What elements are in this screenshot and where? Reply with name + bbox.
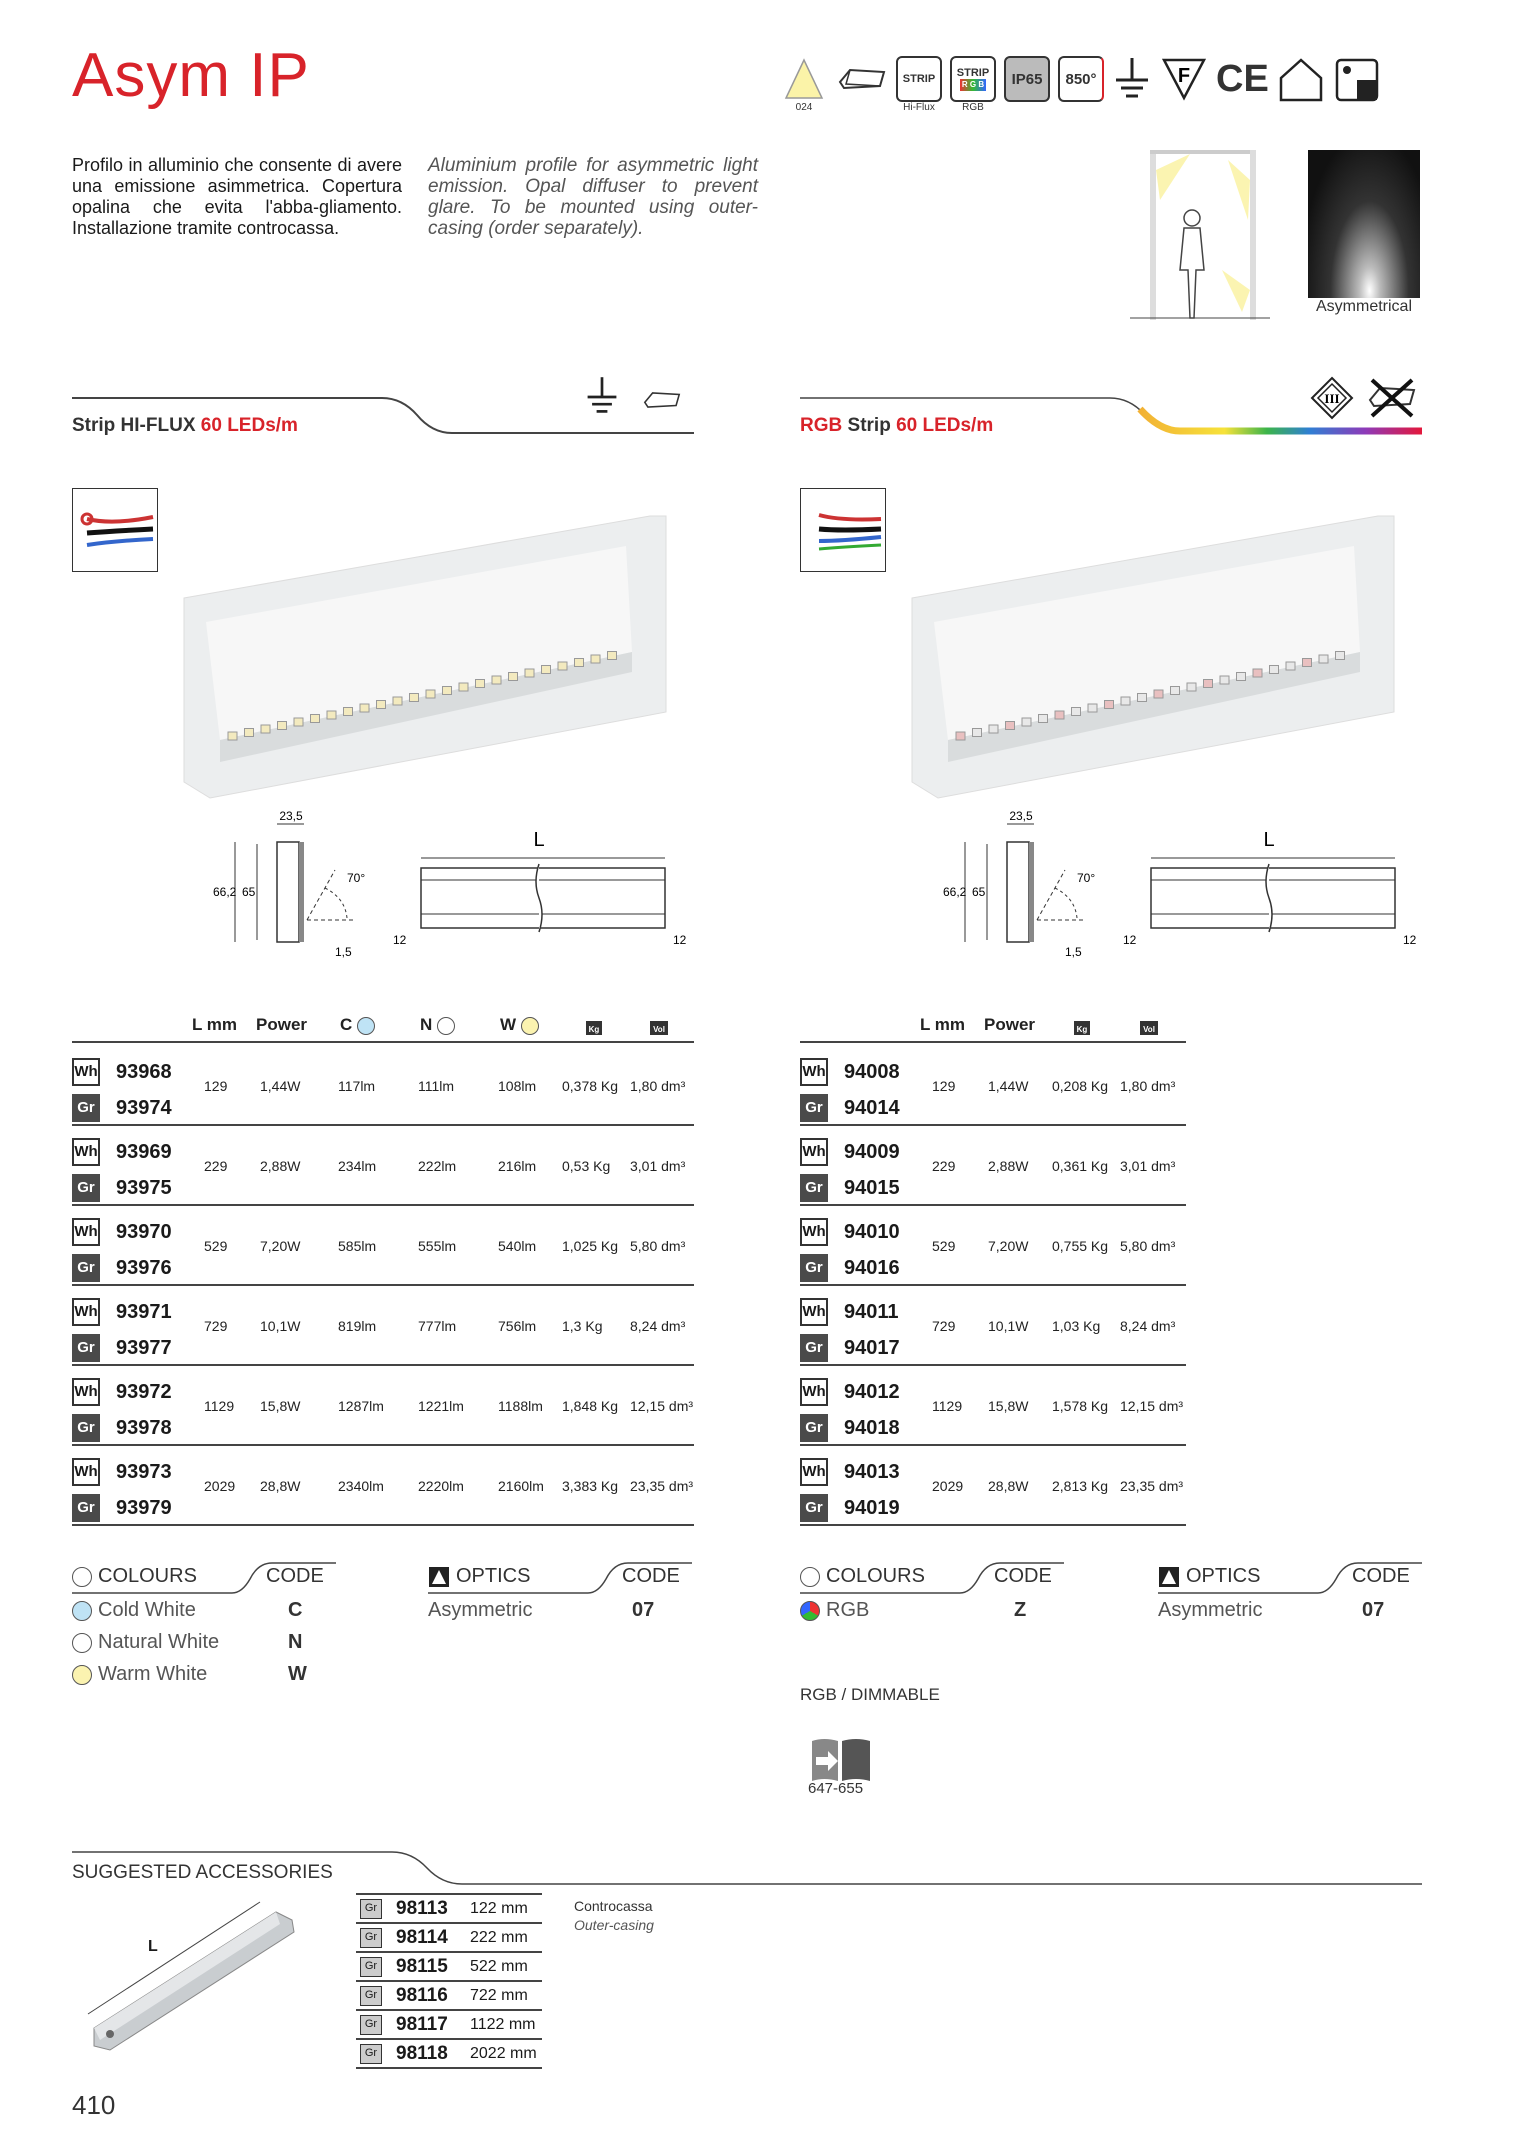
cell-p: 2,88W [988,1158,1029,1174]
cell-w: 216lm [498,1158,537,1174]
table-row [72,1046,694,1126]
grey-finish-badge: Gr [800,1094,828,1122]
cell-n: 555lm [418,1238,457,1254]
cell-w: 756lm [498,1318,537,1334]
white-product-code: 94013 [844,1460,900,1483]
grey-finish-badge: Gr [800,1174,828,1202]
svg-text:L: L [533,829,545,851]
accessories-title: SUGGESTED ACCESSORIES [72,1862,333,1883]
cell-vol: 1,80 dm³ [630,1078,686,1094]
colour-code: C [288,1599,303,1621]
cell-l: 229 [932,1158,956,1174]
svg-text:23,5: 23,5 [279,810,303,823]
cell-p: 10,1W [988,1318,1029,1334]
volume-icon [1138,1017,1162,1042]
white-product-code: 93968 [116,1060,172,1083]
cell-p: 1,44W [988,1078,1029,1094]
white-finish-badge: Wh [800,1058,828,1086]
optics-name-left: Asymmetric [428,1599,533,1621]
cell-vol: 3,01 dm³ [1120,1158,1176,1174]
optics-code-heading-left: CODE [622,1565,680,1587]
colour-code: W [288,1663,307,1685]
cell-l: 129 [932,1078,956,1094]
left-table-header: L mm Power C N W Kg Vol [72,1015,694,1043]
accessory-length: 522 mm [470,1957,528,1975]
white-finish-badge: Wh [800,1298,828,1326]
grey-finish-badge: Gr [360,1928,382,1948]
grey-product-code: 93978 [116,1416,172,1439]
no-driver-icon [1366,378,1418,423]
grey-finish-badge: Gr [360,1986,382,2006]
cell-n: 2220lm [418,1478,464,1494]
cell-c: 2340lm [338,1478,384,1494]
house-icon [1277,56,1325,104]
cell-l: 229 [204,1158,228,1174]
colour-code: N [288,1631,303,1653]
grey-product-code: 94016 [844,1256,900,1279]
class-three-icon [1310,376,1354,425]
svg-text:65: 65 [242,885,256,899]
white-finish-badge: Wh [72,1458,100,1486]
svg-text:66,2: 66,2 [943,885,967,899]
cell-kg: 3,383 Kg [562,1478,619,1494]
white-product-code: 94008 [844,1060,900,1083]
lamp-icon-label: 024 [795,102,813,113]
cell-kg: 1,025 Kg [562,1238,619,1254]
accessory-length: 1122 mm [470,2015,536,2033]
cell-vol: 8,24 dm³ [1120,1318,1176,1334]
grey-finish-badge: Gr [72,1094,100,1122]
cell-c: 234lm [338,1158,377,1174]
svg-text:65: 65 [972,885,986,899]
cell-w: 540lm [498,1238,537,1254]
svg-text:12: 12 [1403,933,1417,947]
ground-icon-left [584,375,620,424]
weight-icon [584,1017,604,1042]
svg-text:12: 12 [393,933,407,947]
accessories-table [356,1893,542,2069]
natural-white-column: N [420,1015,461,1035]
cell-w: 2160lm [498,1478,544,1494]
cell-kg: 0,361 Kg [1052,1158,1109,1174]
white-product-code: 94009 [844,1140,900,1163]
grey-product-code: 94019 [844,1496,900,1519]
cell-c: 117lm [338,1078,376,1094]
svg-text:F: F [1177,65,1191,87]
colour-row [72,1631,219,1654]
optics-code-left: 07 [632,1599,655,1621]
colours-heading-left: COLOURS [72,1565,197,1588]
optics-code-heading-right: CODE [1352,1565,1410,1587]
table-row [800,1366,1186,1446]
grey-product-code: 93979 [116,1496,172,1519]
svg-text:23,5: 23,5 [1009,810,1033,823]
grey-product-code: 93977 [116,1336,172,1359]
cell-c: 585lm [338,1238,377,1254]
cell-vol: 1,80 dm³ [1120,1078,1176,1094]
cell-kg: 0,208 Kg [1052,1078,1109,1094]
grey-product-code: 93976 [116,1256,172,1279]
feature-icons [780,56,1381,116]
svg-text:70°: 70° [1077,871,1096,885]
grey-finish-badge: Gr [360,1957,382,1977]
table-row [72,1446,694,1526]
white-product-code: 93969 [116,1140,172,1163]
svg-text:Kg: Kg [1076,1025,1088,1034]
grey-finish-badge: Gr [72,1254,100,1282]
optics-icon [428,1566,450,1588]
grey-finish-badge: Gr [72,1494,100,1522]
accessories-underline [72,1850,1422,1890]
accessory-code: 98117 [396,2013,448,2035]
accessory-row [356,1982,542,2011]
white-product-code: 94012 [844,1380,900,1403]
cell-vol: 5,80 dm³ [1120,1238,1176,1254]
grey-finish-badge: Gr [800,1334,828,1362]
cell-kg: 1,848 Kg [562,1398,619,1414]
driver-icon [836,56,888,102]
strip-hiflux-icon: STRIP Hi-Flux [896,56,942,113]
optics-icon [1158,1566,1180,1588]
description-italian: Profilo in alluminio che consente di avere una emissione asimmetrica. Copertura opalina che evita l'abba-gliamento. Installazione tramite controcassa. [72,155,402,238]
svg-text:1,5: 1,5 [1065,945,1082,959]
cell-l: 1129 [932,1398,963,1414]
grey-product-code: 94018 [844,1416,900,1439]
cell-kg: 1,3 Kg [562,1318,603,1334]
grey-finish-badge: Gr [360,2015,382,2035]
white-finish-badge: Wh [72,1378,100,1406]
colour-row [72,1599,196,1622]
optics-name-right: Asymmetric [1158,1599,1263,1621]
cold-white-column: C [340,1015,381,1035]
colours-code-heading-left: CODE [266,1565,324,1587]
grey-product-code: 94017 [844,1336,900,1359]
white-finish-badge: Wh [800,1138,828,1166]
warm-white-swatch-icon [521,1017,539,1035]
cell-w: 108lm [498,1078,537,1094]
cell-vol: 12,15 dm³ [630,1398,694,1414]
cell-l: 2029 [932,1478,964,1494]
svg-text:III: III [1324,391,1340,406]
table-row [72,1366,694,1446]
cell-vol: 23,35 dm³ [630,1478,694,1494]
accessory-row [356,1895,542,1924]
ground-icon [1112,56,1152,104]
white-finish-badge: Wh [800,1378,828,1406]
grey-finish-badge: Gr [360,2044,382,2064]
ce-mark-icon: CE [1216,58,1269,100]
colour-swatch-icon [72,1601,92,1621]
strip-rgb-icon: STRIP R G B RGB [950,56,996,113]
cell-l: 1129 [204,1398,235,1414]
table-row [800,1206,1186,1286]
right-table-header: L mm Power Kg Vol [800,1015,1186,1043]
grey-finish-badge: Gr [800,1414,828,1442]
lamp-icon [780,56,828,113]
rgb-dimmable-label: RGB / DIMMABLE [800,1685,940,1704]
grey-product-code: 94014 [844,1096,900,1119]
accessory-code: 98113 [396,1897,448,1919]
optics-heading-left: OPTICS [428,1565,530,1588]
cell-n: 1221lm [418,1398,464,1414]
description-english: Aluminium profile for asymmetric light emission. Opal diffuser to prevent glare. To be mounted using outer-casing (order separately). [428,155,758,239]
cold-white-swatch-icon [357,1017,375,1035]
white-finish-badge: Wh [800,1218,828,1246]
installation-diagram [1130,140,1270,320]
outer-casing-dim-label: L [148,1938,158,1955]
white-product-code: 93972 [116,1380,172,1403]
cell-vol: 8,24 dm³ [630,1318,686,1334]
white-product-code: 94011 [844,1300,899,1323]
svg-text:Vol: Vol [653,1025,665,1034]
accessory-code: 98118 [396,2042,448,2064]
white-product-code: 93971 [116,1300,172,1323]
colours-circle-icon [800,1567,820,1587]
colours-code-heading-right: CODE [994,1565,1052,1587]
table-row [800,1046,1186,1126]
cell-c: 819lm [338,1318,377,1334]
grey-product-code: 93975 [116,1176,172,1199]
svg-text:70°: 70° [347,871,366,885]
cell-p: 1,44W [260,1078,301,1094]
cell-p: 7,20W [260,1238,301,1254]
cell-w: 1188lm [498,1398,543,1414]
product-image-left [180,512,670,802]
accessory-row [356,1953,542,1982]
table-row [72,1206,694,1286]
grey-finish-badge: Gr [800,1254,828,1282]
accessory-row [356,1924,542,1953]
accessory-code: 98114 [396,1926,448,1948]
cell-l: 729 [932,1318,956,1334]
grey-finish-badge: Gr [72,1414,100,1442]
cell-n: 222lm [418,1158,457,1174]
installation-icon [1333,56,1381,104]
svg-text:1,5: 1,5 [335,945,352,959]
cell-p: 15,8W [988,1398,1029,1414]
cell-vol: 23,35 dm³ [1120,1478,1184,1494]
colour-swatch-icon [72,1633,92,1653]
white-product-code: 93970 [116,1220,172,1243]
page-title: Asym IP [72,41,310,110]
white-finish-badge: Wh [72,1218,100,1246]
dimension-drawing-right [925,810,1425,960]
accessory-row [356,2040,542,2069]
accessory-desc-en: Outer-casing [574,1917,654,1933]
white-finish-badge: Wh [72,1138,100,1166]
cell-p: 28,8W [260,1478,301,1494]
svg-text:L: L [1263,829,1275,851]
grey-finish-badge: Gr [72,1334,100,1362]
natural-white-swatch-icon [437,1017,455,1035]
colour-name: Warm White [98,1663,208,1685]
cable-image-right [800,488,886,572]
cable-image-left [72,488,158,572]
table-row [800,1286,1186,1366]
grey-product-code: 93974 [116,1096,172,1119]
grey-finish-badge: Gr [360,1899,382,1919]
ip65-icon: IP65 [1004,56,1050,102]
hiflux-label: Hi-Flux [903,102,935,113]
asymmetrical-label: Asymmetrical [1315,298,1412,315]
accessory-length: 222 mm [470,1928,528,1946]
rgb-label: RGB [962,102,984,113]
cell-p: 28,8W [988,1478,1029,1494]
cell-vol: 12,15 dm³ [1120,1398,1184,1414]
accessory-length: 722 mm [470,1986,528,2004]
cell-l: 129 [204,1078,228,1094]
svg-text:Vol: Vol [1143,1025,1155,1034]
accessory-length: 122 mm [470,1899,528,1917]
cell-c: 1287lm [338,1398,384,1414]
cell-p: 10,1W [260,1318,301,1334]
page-number: 410 [72,2090,116,2120]
outer-casing-image [80,1898,300,2058]
cell-vol: 3,01 dm³ [630,1158,686,1174]
cell-l: 529 [204,1238,228,1254]
cell-n: 111lm [418,1078,455,1094]
warm-white-column: W [500,1015,545,1035]
accessory-code: 98116 [396,1984,448,2006]
left-section-title: Strip HI-FLUX 60 LEDs/m [72,415,298,436]
right-section-title: RGB Strip 60 LEDs/m [800,415,994,436]
product-image-right [908,512,1398,802]
weight-icon [1072,1017,1092,1042]
colour-name: Natural White [98,1631,220,1653]
accessory-length: 2022 mm [470,2044,537,2062]
table-row [800,1446,1186,1526]
white-product-code: 93973 [116,1460,172,1483]
svg-text:66,2: 66,2 [213,885,237,899]
cell-kg: 1,03 Kg [1052,1318,1101,1334]
accessory-code: 98115 [396,1955,448,1977]
rgb-swatch-icon [800,1601,820,1621]
f-mark-icon [1160,56,1208,102]
page-reference: 647-655 [808,1780,864,1797]
table-row [800,1126,1186,1206]
table-row [72,1126,694,1206]
volume-icon [648,1017,672,1042]
colour-name: Cold White [98,1599,196,1621]
white-finish-badge: Wh [72,1298,100,1326]
cell-p: 7,20W [988,1238,1029,1254]
grey-finish-badge: Gr [72,1174,100,1202]
grey-product-code: 94015 [844,1176,900,1199]
cell-p: 15,8W [260,1398,301,1414]
colours-circle-icon [72,1567,92,1587]
svg-text:12: 12 [673,933,687,947]
cell-kg: 1,578 Kg [1052,1398,1109,1414]
table-row [72,1286,694,1366]
dimension-drawing-left [195,810,695,960]
white-product-code: 94010 [844,1220,900,1243]
colour-rgb-row: RGB [800,1599,869,1622]
cell-l: 2029 [204,1478,236,1494]
cell-kg: 0,378 Kg [562,1078,619,1094]
cell-l: 529 [932,1238,956,1254]
colour-code-rgb: Z [1014,1599,1027,1621]
white-finish-badge: Wh [800,1458,828,1486]
temperature-icon: 850° [1058,56,1104,102]
cell-p: 2,88W [260,1158,301,1174]
colour-swatch-icon [72,1665,92,1685]
cell-kg: 0,53 Kg [562,1158,611,1174]
accessory-row [356,2011,542,2040]
optics-code-right: 07 [1362,1599,1385,1621]
asymmetrical-beam-image [1308,150,1420,298]
cell-l: 729 [204,1318,228,1334]
cell-kg: 2,813 Kg [1052,1478,1109,1494]
svg-text:Kg: Kg [588,1025,600,1034]
accessory-desc-it: Controcassa [574,1898,653,1914]
cell-vol: 5,80 dm³ [630,1238,686,1254]
colour-row [72,1663,207,1686]
svg-text:12: 12 [1123,933,1137,947]
white-finish-badge: Wh [72,1058,100,1086]
cell-n: 777lm [418,1318,457,1334]
cell-kg: 0,755 Kg [1052,1238,1109,1254]
colours-heading-right: COLOURS [800,1565,925,1588]
optics-heading-right: OPTICS [1158,1565,1260,1588]
grey-finish-badge: Gr [800,1494,828,1522]
driver-icon-left [636,382,688,423]
